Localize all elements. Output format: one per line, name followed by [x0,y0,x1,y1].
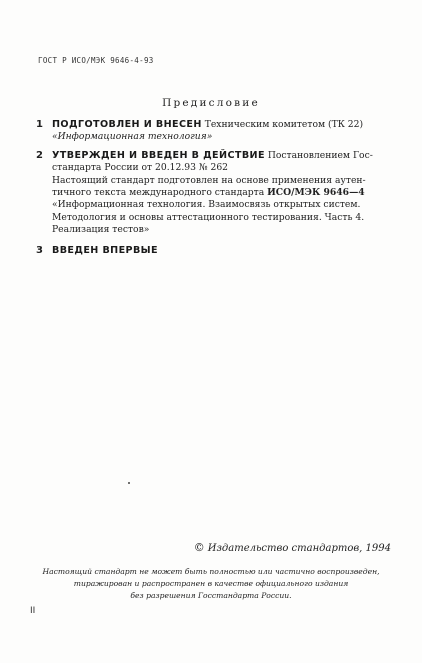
preface-item-2 [36,150,396,237]
standard-reference: ИСО/МЭК 9646—4 [267,187,365,199]
preface-item-3 [36,245,396,257]
reproduction-notice [30,566,392,603]
item-text: стандарта России от 20.12.93 № 262 [52,162,229,174]
item-number: 3 [36,244,43,256]
item-heading: ПОДГОТОВЛЕН И ВНЕСЕН [52,119,202,130]
item-number: 1 [36,119,43,130]
notice-line: Настоящий стандарт не может быть полностью или частично воспроизведен, [42,567,380,576]
item-text: Постановлением Гос- [264,149,373,161]
page-number: II [30,606,36,616]
item-text: Реализация тестов» [52,224,150,236]
preface-item-1 [36,119,396,144]
item-heading: ВВЕДЕН ВПЕРВЫЕ [52,244,158,256]
item-heading: УТВЕРЖДЕН И ВВЕДЕН В ДЕЙСТВИЕ [52,149,265,161]
item-text: тичного текста международного стандарта [52,187,268,199]
print-speck [128,482,130,484]
preface-items [36,119,396,263]
item-text: Техническим комитетом (ТК 22) [201,119,364,130]
notice-line: без разрешения Госстандарта России. [130,591,292,601]
item-number: 2 [36,149,43,161]
copyright-icon: © [193,541,205,554]
copyright-text: Издательство стандартов, 1994 [207,543,391,554]
item-text: Настоящий стандарт подготовлен на основе применения аутен- [52,174,366,186]
preface-title: Предисловие [162,97,260,109]
notice-line: тиражирован и распространен в качестве официального издания [73,579,349,589]
document-header-code: ГОСТ Р ИСО/МЭК 9646-4-93 [38,56,154,65]
item-text: «Информационная технология» [52,131,213,143]
item-text: Методология и основы аттестационного тестирования. Часть 4. [52,211,365,223]
item-text: «Информационная технология. Взаимосвязь открытых систем. [52,199,361,211]
copyright-line [194,541,391,554]
